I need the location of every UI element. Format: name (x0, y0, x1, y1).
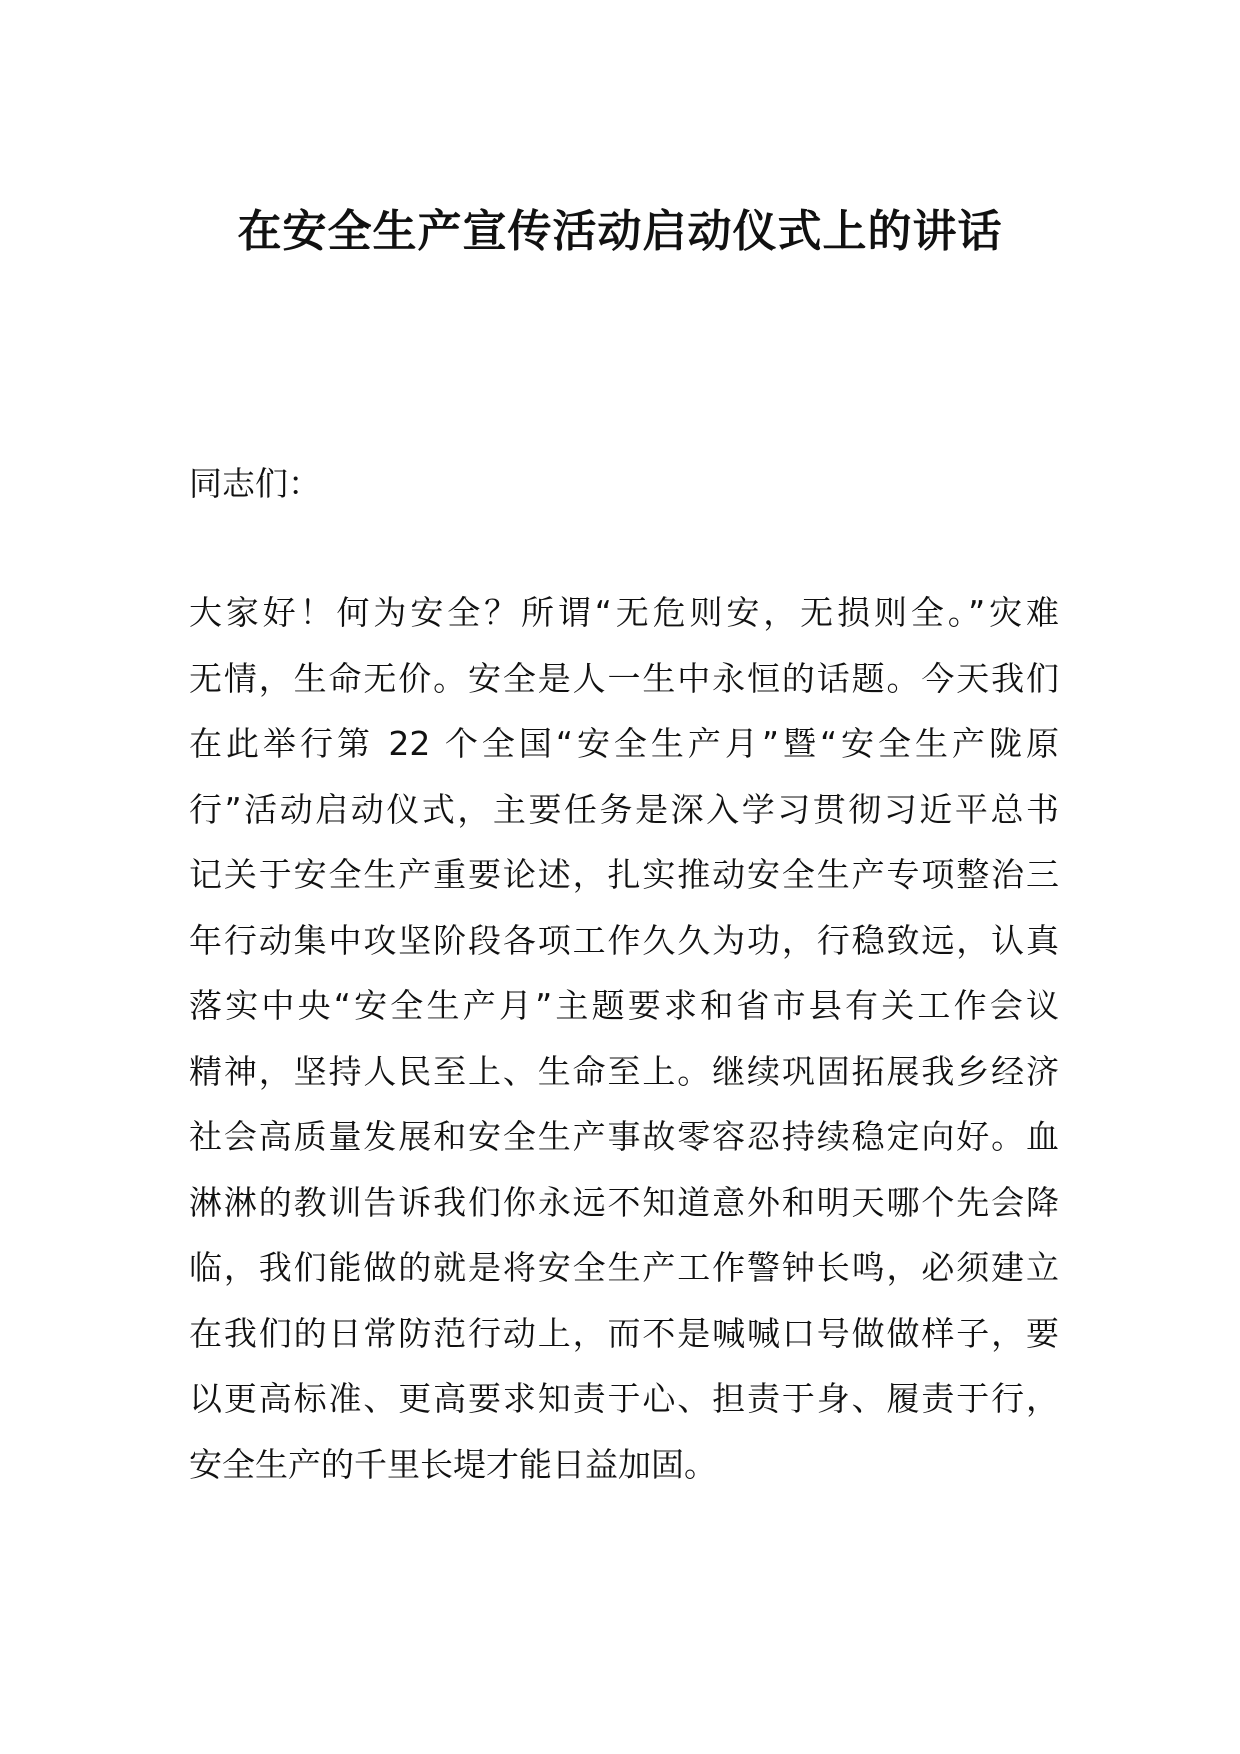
paragraph-line: 行”活动启动仪式，主要任务是深入学习贯彻习近平总书 (189, 789, 1059, 829)
paragraph-line: 淋淋的教训告诉我们你永远不知道意外和明天哪个先会降 (189, 1182, 1059, 1222)
paragraph-line: 临，我们能做的就是将安全生产工作警钟长鸣，必须建立 (189, 1248, 1059, 1287)
salutation: 同志们： (189, 464, 321, 503)
paragraph-line: 大家好！何为安全？所谓“无危则安，无损则全。”灾难 (189, 593, 1059, 632)
paragraph-line: 社会高质量发展和安全生产事故零容忍持续稳定向好。血 (189, 1117, 1059, 1156)
paragraph-line: 落实中央“安全生产月”主题要求和省市县有关工作会议 (189, 986, 1059, 1025)
paragraph-line: 记关于安全生产重要论述，扎实推动安全生产专项整治三 (189, 855, 1059, 894)
paragraph-line: 无情，生命无价。安全是人一生中永恒的话题。今天我们 (189, 658, 1059, 698)
paragraph-line: 在我们的日常防范行动上，而不是喊喊口号做做样子，要 (189, 1313, 1059, 1353)
document-title: 在安全生产宣传活动启动仪式上的讲话 (237, 206, 1003, 257)
paragraph-line: 安全生产的千里长堤才能日益加固。 (189, 1444, 717, 1484)
paragraph-line: 年行动集中攻坚阶段各项工作久久为功，行稳致远，认真 (189, 920, 1059, 960)
paragraph-line: 精神，坚持人民至上、生命至上。继续巩固拓展我乡经济 (189, 1051, 1059, 1091)
paragraph-line: 以更高标准、更高要求知责于心、担责于身、履责于行， (189, 1379, 1059, 1418)
body-paragraph (189, 588, 1059, 1505)
paragraph-line: 在此举行第 22 个全国“安全生产月”暨“安全生产陇原 (189, 724, 1059, 763)
